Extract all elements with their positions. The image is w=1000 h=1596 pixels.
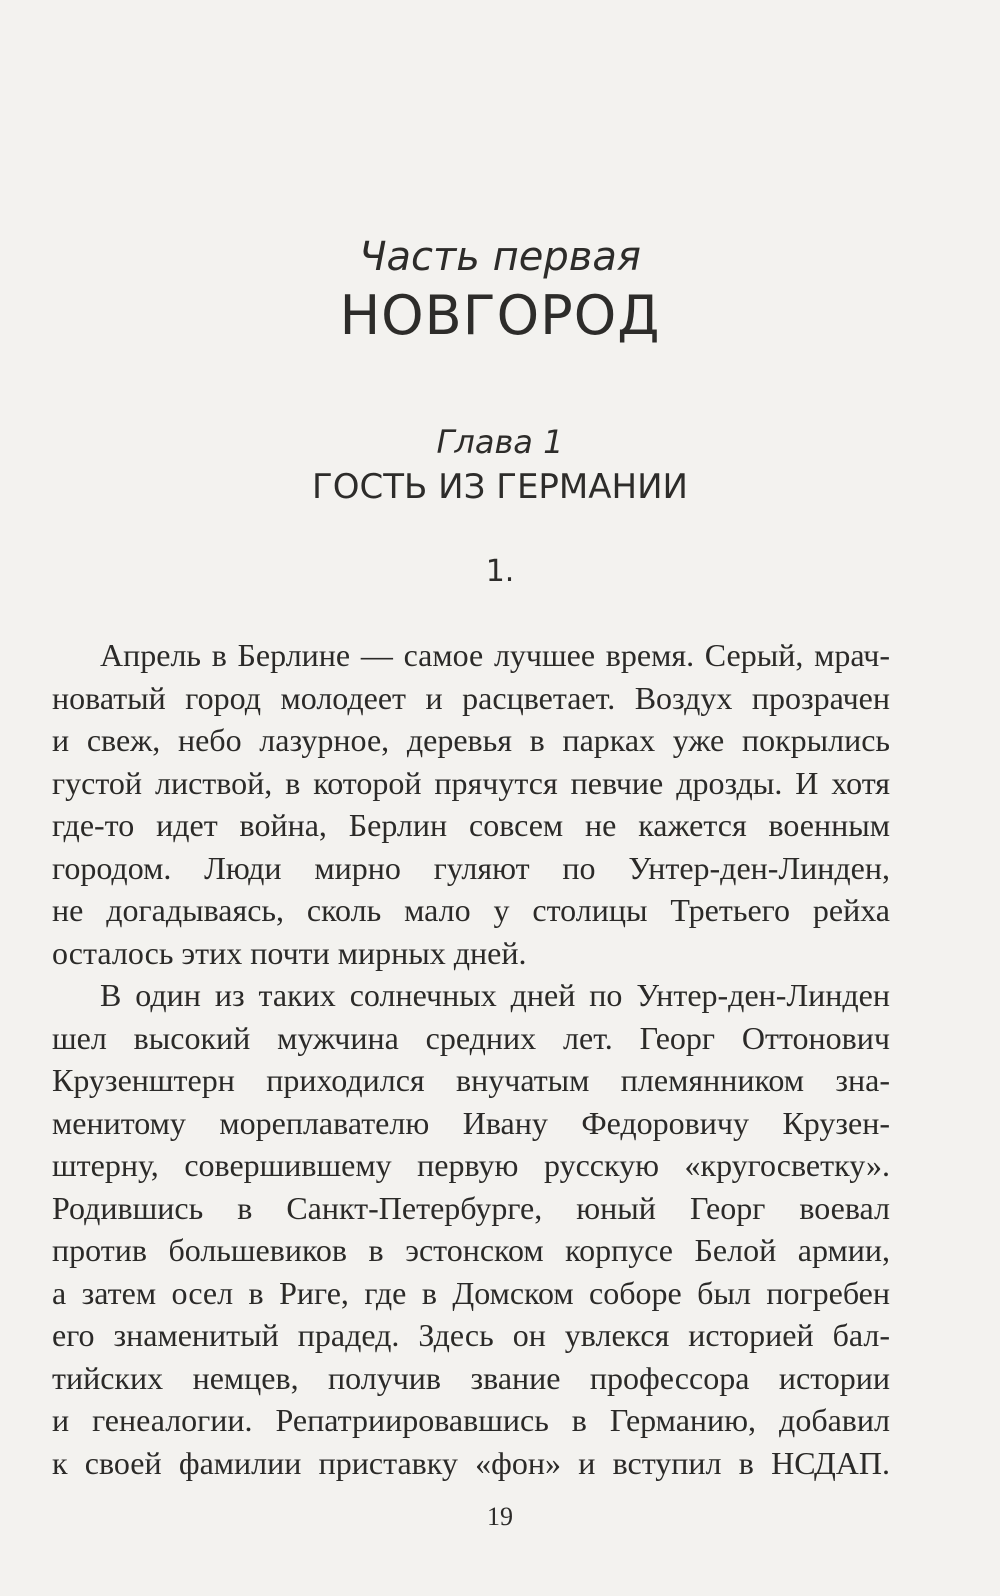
text-line: и генеалогии. Репатриировавшись в Германию, добавил bbox=[52, 1402, 890, 1438]
text-line: тийских немцев, получив звание профессора истории bbox=[52, 1359, 890, 1396]
text-line: густой листвой, в которой прячутся певчие дрозды. И хотя bbox=[52, 764, 890, 801]
text-line: и свеж, небо лазурное, деревья в парках уже покрылись bbox=[52, 722, 890, 758]
text-line: Родившись в Санкт-Петербурге, юный Георг воевал bbox=[52, 1189, 890, 1226]
text-line: его знаменитый прадед. Здесь он увлекся историей бал- bbox=[52, 1317, 890, 1353]
text-line: к своей фамилии приставку «фон» и вступил в НСДАП. bbox=[52, 1444, 890, 1481]
text-line: штерну, совершившему первую русскую «кругосветку». bbox=[52, 1147, 890, 1183]
text-line: городом. Люди мирно гуляют по Унтер-ден-Линден, bbox=[52, 849, 890, 886]
text-line: В один из таких солнечных дней по Унтер-ден-Линден bbox=[100, 977, 890, 1013]
text-line: шел высокий мужчина средних лет. Георг Оттонович bbox=[52, 1019, 890, 1056]
chapter-title: ГОСТЬ ИЗ ГЕРМАНИИ bbox=[312, 467, 688, 507]
section-number: 1. bbox=[485, 554, 515, 589]
text-line: менитому мореплавателю Ивану Федоровичу Крузен- bbox=[52, 1104, 890, 1141]
text-line: Апрель в Берлине — самое лучшее время. Серый, мрач- bbox=[100, 637, 890, 673]
text-line: а затем осел в Риге, где в Домском соборе был погребен bbox=[52, 1274, 890, 1311]
chapter-label: Глава 1 bbox=[436, 423, 564, 461]
text-line: где-то идет война, Берлин совсем не кажется военным bbox=[52, 807, 890, 843]
part-label: Часть первая bbox=[359, 234, 641, 280]
part-title: НОВГОРОД bbox=[339, 284, 661, 347]
text-line: Крузенштерн приходился внучатым племянником зна- bbox=[52, 1062, 890, 1098]
text-line: не догадываясь, сколь мало у столицы Третьего рейха bbox=[52, 892, 890, 928]
paragraph-1 bbox=[52, 634, 890, 974]
page-number: 19 bbox=[487, 1502, 513, 1531]
text-line: новатый город молодеет и расцветает. Воздух прозрачен bbox=[52, 679, 890, 716]
body-text bbox=[52, 634, 890, 1484]
text-line: осталось этих почти мирных дней. bbox=[52, 934, 527, 971]
paragraph-2 bbox=[52, 974, 890, 1484]
text-line: против большевиков в эстонском корпусе Белой армии, bbox=[52, 1232, 890, 1268]
